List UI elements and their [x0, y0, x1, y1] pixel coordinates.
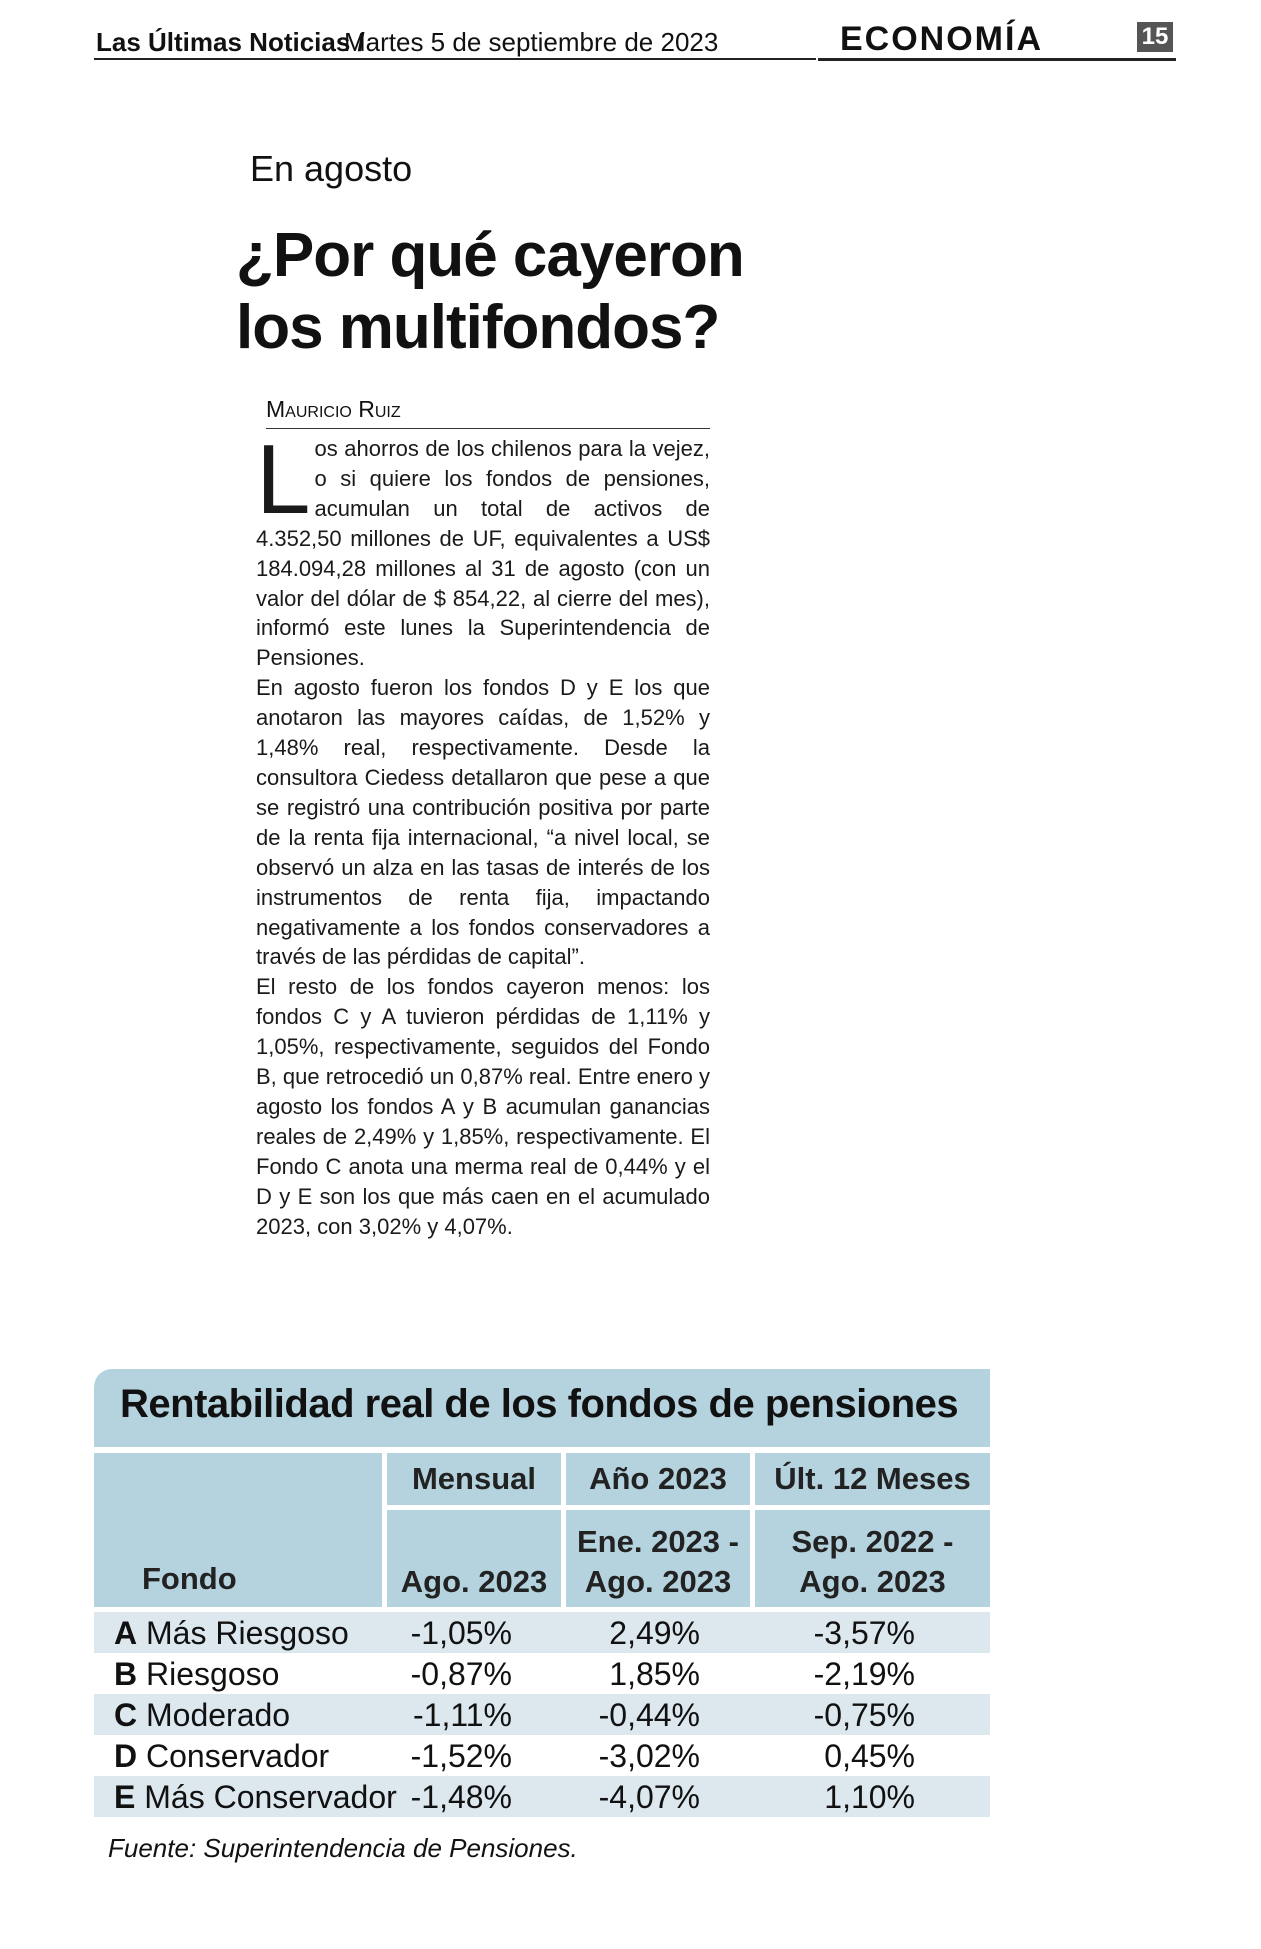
drop-cap: L — [256, 424, 311, 534]
ytd-return: 1,85% — [609, 1656, 700, 1692]
newspaper-name: Las Últimas Noticias / — [96, 27, 365, 57]
header-mensual-label: Mensual — [411, 1461, 537, 1496]
kicker: En agosto — [250, 148, 413, 189]
monthly-return: -0,87% — [410, 1656, 512, 1692]
table-row — [94, 1776, 990, 1817]
header-fondo-label: Fondo — [142, 1561, 237, 1596]
ytd-return: -4,07% — [598, 1779, 700, 1815]
byline-divider — [266, 428, 710, 429]
twelve-month-return: -2,19% — [813, 1656, 915, 1692]
twelve-month-return: 0,45% — [824, 1738, 915, 1774]
table-title: Rentabilidad real de los fondos de pensiones — [120, 1382, 959, 1426]
headline-line-2: los multifondos? — [236, 293, 720, 362]
fund-name: A Más Riesgoso — [114, 1615, 349, 1651]
subheader-12meses-line-2: Ago. 2023 — [799, 1564, 946, 1599]
paragraph-3: El resto de los fondos cayeron menos: los fondos C y A tuvieron pérdidas de 1,11% y 1,05%, respectivamente, seguidos del Fondo B, que retrocedió un 0,87% real. Entre enero y agosto los fondos A y B acumulan ganancias reales de 2,49% y 1,85%, respectivamente. El Fondo C anota una merma real de 0,44% y el D y E son los que más caen en el acumulado 2023, con 3,02% y 4,07%. — [256, 974, 710, 1239]
section-name: ECONOMÍA — [840, 20, 1043, 58]
ytd-return: -3,02% — [598, 1738, 700, 1774]
table-row — [94, 1735, 990, 1776]
masthead — [94, 22, 1176, 58]
monthly-return: -1,52% — [410, 1738, 512, 1774]
subheader-mensual-label: Ago. 2023 — [400, 1564, 548, 1599]
table-row — [94, 1653, 990, 1694]
header-12meses — [755, 1453, 990, 1505]
header-ano — [566, 1453, 750, 1505]
fund-name: E Más Conservador — [114, 1779, 397, 1815]
paragraph-1 — [256, 424, 710, 673]
monthly-return: -1,11% — [412, 1697, 512, 1733]
header-12meses-label: Últ. 12 Meses — [774, 1461, 971, 1496]
subheader-12meses — [755, 1510, 990, 1607]
twelve-month-return: 1,10% — [824, 1779, 915, 1815]
subheader-mensual — [387, 1510, 561, 1607]
header-mensual — [387, 1453, 561, 1505]
publication-date: Martes 5 de septiembre de 2023 — [344, 27, 719, 57]
masthead-right — [818, 22, 1176, 61]
table-row — [94, 1612, 990, 1653]
subheader-ano-line-2: Ago. 2023 — [584, 1564, 732, 1599]
subheader-ano-line-1: Ene. 2023 - — [577, 1524, 739, 1559]
masthead-left — [94, 22, 816, 60]
twelve-month-return: -0,75% — [813, 1697, 915, 1733]
table-title-bar — [94, 1369, 990, 1447]
fund-name: B Riesgoso — [114, 1656, 280, 1692]
subheader-12meses-line-1: Sep. 2022 - — [791, 1524, 954, 1559]
header-fondo — [94, 1453, 382, 1607]
headline-line-1: ¿Por qué cayeron — [236, 221, 744, 290]
ytd-return: 2,49% — [609, 1615, 700, 1651]
paragraph-2: En agosto fueron los fondos D y E los que anotaron las mayores caídas, de 1,52% y 1,48% real, respectivamente. Desde la consultora Ciedess detallaron que pese a que se registró una contribución positiva por parte de la renta fija internacional, “a nivel local, se observó un alza en las tasas de interés de los instrumentos de renta fija, impactando negativamente a los fondos conservadores a través de las pérdidas de capital”. — [256, 675, 710, 970]
ytd-return: -0,44% — [598, 1697, 700, 1733]
twelve-month-return: -3,57% — [813, 1615, 915, 1651]
article-body — [256, 424, 710, 1241]
headline — [236, 220, 796, 364]
monthly-return: -1,48% — [410, 1779, 512, 1815]
fund-name: D Conservador — [114, 1738, 330, 1774]
monthly-return: -1,05% — [410, 1615, 512, 1651]
table-row — [94, 1694, 990, 1735]
table-source: Fuente: Superintendencia de Pensiones. — [108, 1833, 578, 1863]
byline: Mauricio Ruiz — [266, 396, 401, 422]
fund-name: C Moderado — [114, 1697, 291, 1733]
page-number: 15 — [1137, 22, 1173, 52]
paragraph-1-text: os ahorros de los chilenos para la vejez, o si quiere los fondos de pensiones, acumulan un total de activos de 4.352,50 millones de UF, equivalentes a US$ 184.094,28 millones al 31 de agosto (con un valor del dólar de $ 854,22, al cierre del mes), informó este lunes la Superintendencia de Pensiones. — [256, 436, 710, 671]
subheader-ano — [566, 1510, 750, 1607]
header-ano-label: Año 2023 — [589, 1461, 727, 1496]
